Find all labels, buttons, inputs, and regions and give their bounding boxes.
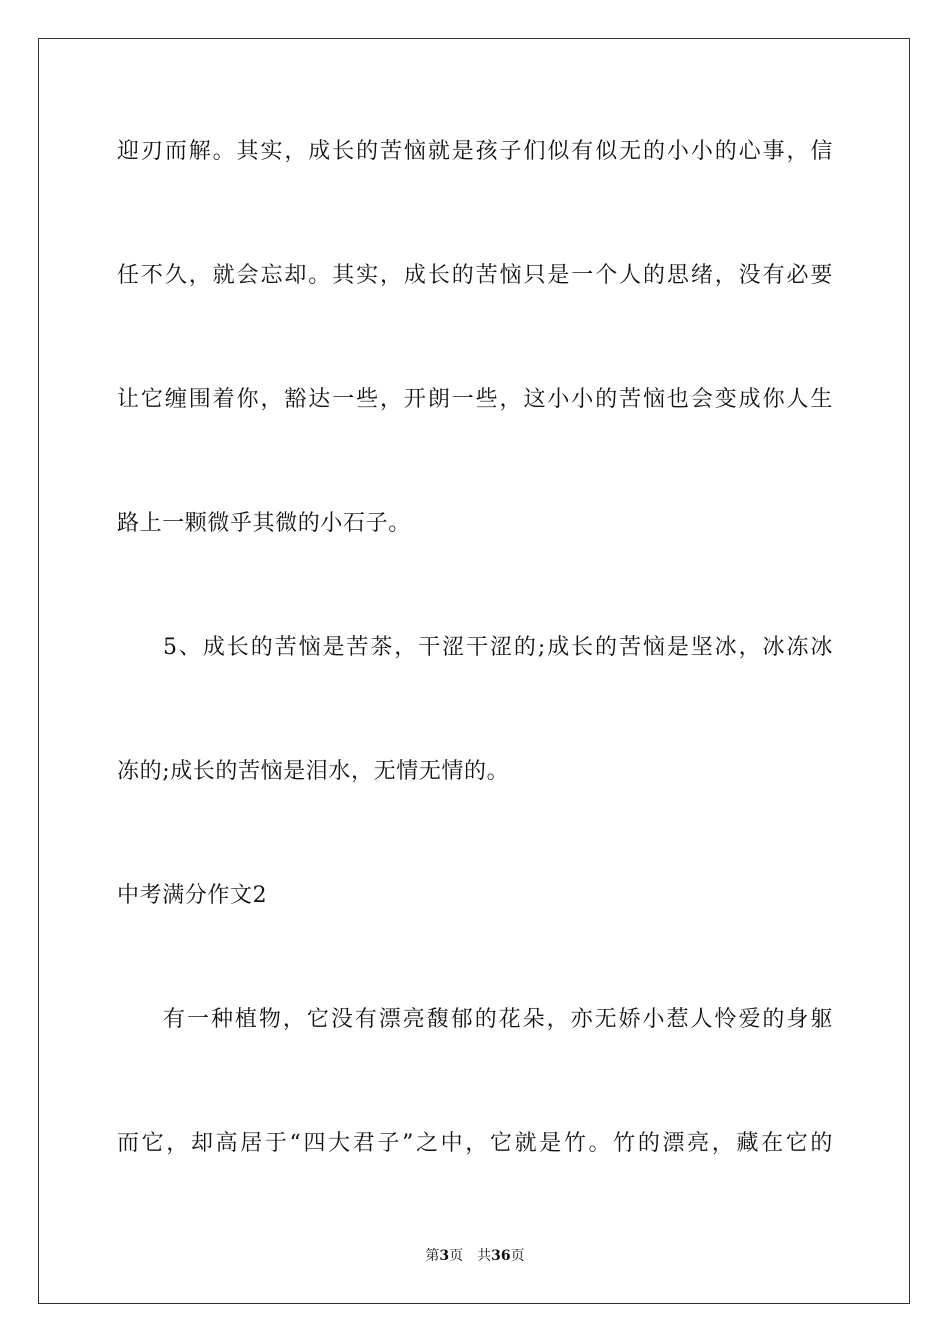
paragraph-line-7: 有一种植物，它没有漂亮馥郁的花朵，亦无娇小惹人怜爱的身躯 (163, 1007, 833, 1032)
paragraph-line-2: 任不久，就会忘却。其实，成长的苦恼只是一个人的思绪，没有必要 (117, 263, 833, 288)
page-suffix: 页 (449, 1248, 464, 1264)
total-suffix: 页 (510, 1248, 525, 1264)
paragraph-line-3: 让它缠围着你，豁达一些，开朗一些，这小小的苦恼也会变成你人生 (117, 387, 833, 412)
total-pages-number: 36 (491, 1248, 511, 1264)
paragraph-line-5: 5、成长的苦恼是苦茶，干涩干涩的;成长的苦恼是坚冰，冰冻冰 (163, 635, 833, 660)
page-border (38, 38, 910, 1304)
paragraph-line-6: 冻的;成长的苦恼是泪水，无情无情的。 (117, 759, 510, 784)
paragraph-line-4: 路上一颗微乎其微的小石子。 (117, 511, 411, 536)
page-prefix: 第 (425, 1248, 440, 1264)
page-footer (0, 1246, 950, 1266)
total-prefix: 共 (477, 1248, 492, 1264)
current-page-number: 3 (439, 1248, 450, 1264)
paragraph-line-8: 而它，却高居于“四大君子”之中，它就是竹。竹的漂亮，藏在它的 (117, 1131, 833, 1156)
paragraph-line-1: 迎刃而解。其实，成长的苦恼就是孩子们似有似无的小小的心事，信 (117, 139, 833, 164)
section-heading: 中考满分作文2 (117, 883, 268, 908)
